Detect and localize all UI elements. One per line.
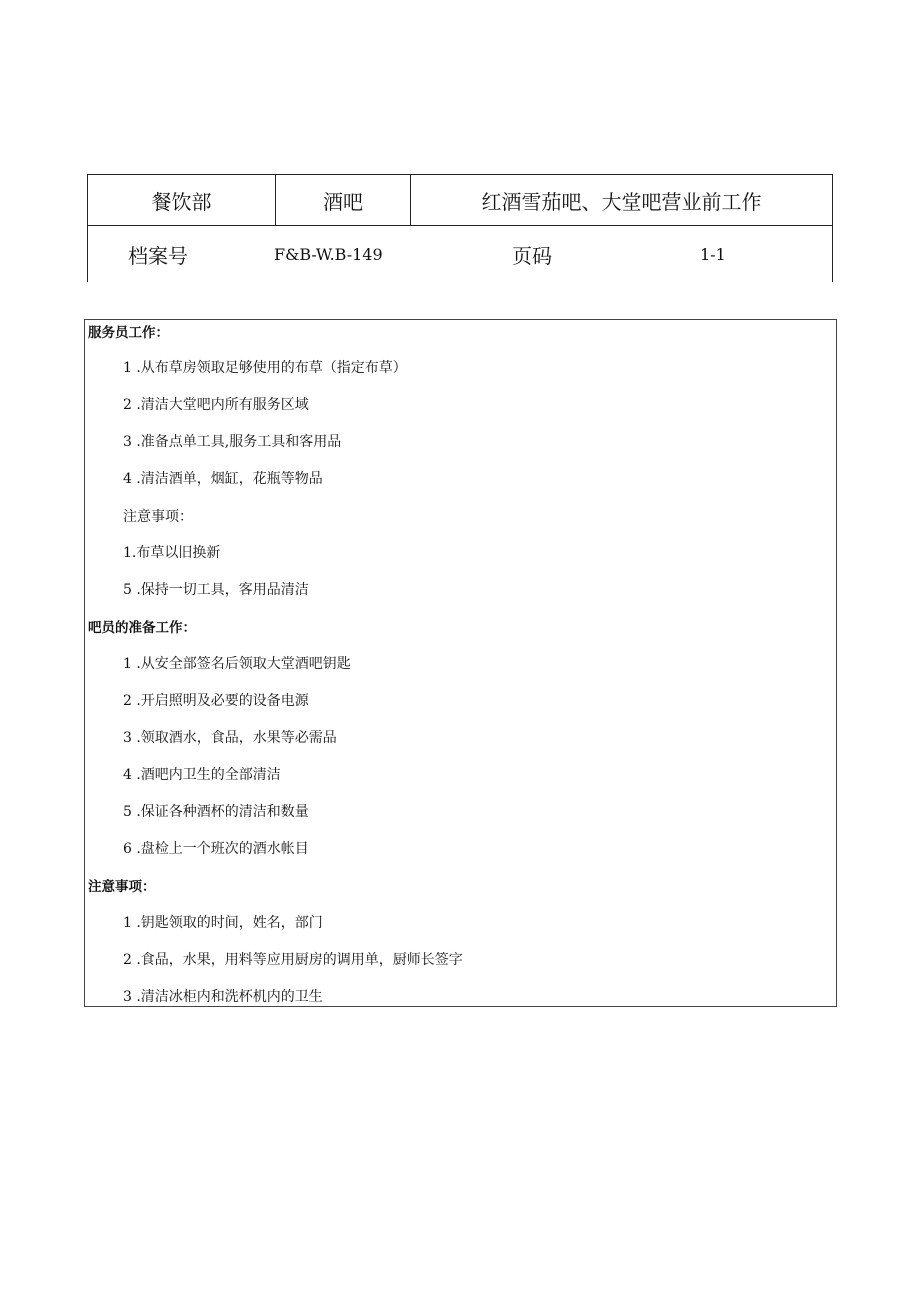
bartender-heading: 吧员的准备工作： [88,620,196,636]
list-item: 1 .钥匙领取的时间，姓名，部门 [123,915,323,931]
list-item: 2 .开启照明及必要的设备电源 [123,693,309,709]
list-item: 5 .保持一切工具，客用品清洁 [123,582,309,598]
list-item: 4 .酒吧内卫生的全部清洁 [123,767,281,783]
list-item: 5 .保证各种酒杯的清洁和数量 [123,804,309,820]
page-value: 1-1 [700,245,726,264]
list-item: 2 .食品，水果，用料等应用厨房的调用单，厨师长签字 [123,952,463,968]
list-item: 3 .领取酒水，食品，水果等必需品 [123,730,337,746]
list-item: 1.布草以旧换新 [123,545,221,561]
header-row-1 [88,175,832,226]
file-no-label: 档案号 [128,244,188,268]
header-row-2 [88,226,832,283]
content-box [84,319,837,1007]
list-item: 3 .清洁冰柜内和洗杯机内的卫生 [123,989,323,1005]
server-heading: 服务员工作： [88,325,169,341]
page-label: 页码 [512,244,552,268]
server-notes-label: 注意事项： [123,509,193,525]
section-cell: 酒吧 [276,175,411,225]
list-item: 1 .从布草房领取足够使用的布草（指定布草） [123,360,407,376]
file-no-value: F&B-W.B-149 [274,245,383,264]
list-item: 6 .盘检上一个班次的酒水帐目 [123,841,309,857]
list-item: 3 .准备点单工具,服务工具和客用品 [123,434,342,450]
title-cell: 红酒雪茄吧、大堂吧营业前工作 [481,189,762,214]
department-cell: 餐饮部 [88,175,276,225]
list-item: 4 .清洁酒单，烟缸，花瓶等物品 [123,471,323,487]
header-table [87,174,833,282]
list-item: 1 .从安全部签名后领取大堂酒吧钥匙 [123,656,351,672]
notes-heading: 注意事项： [88,879,156,895]
list-item: 2 .清洁大堂吧内所有服务区域 [123,397,309,413]
